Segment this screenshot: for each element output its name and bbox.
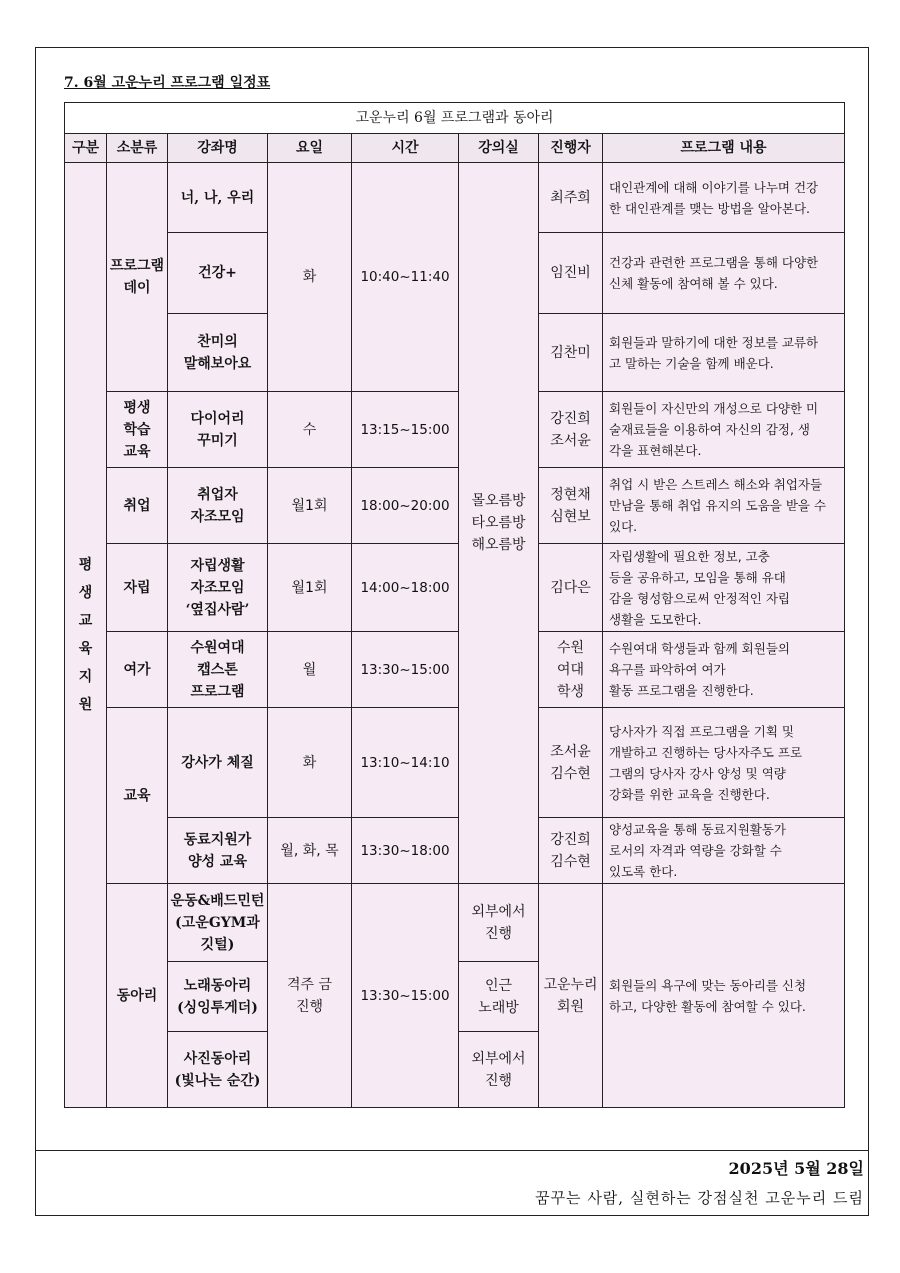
leader-cell: 조서윤 김수현 <box>539 708 603 818</box>
description-cell: 대인관계에 대해 이야기를 나누며 건강 한 대인관계를 맺는 방법을 알아본다. <box>603 163 845 233</box>
table-row <box>65 708 845 818</box>
description-cell: 수원여대 학생들과 함께 회원들의 욕구를 파악하여 여가 활동 프로그램을 진행한다. <box>603 632 845 708</box>
time-cell: 13:30~15:00 <box>352 884 459 1108</box>
header-subcategory: 소분류 <box>107 134 168 163</box>
course-name: 수원여대 캡스톤 프로그램 <box>168 632 268 708</box>
leader-cell: 김찬미 <box>539 314 603 392</box>
course-name: 사진동아리 (빛나는 순간) <box>168 1032 268 1108</box>
table-row <box>65 163 845 233</box>
header-day: 요일 <box>268 134 352 163</box>
course-name: 취업자 자조모임 <box>168 468 268 544</box>
leader-cell: 김다은 <box>539 544 603 632</box>
room-cell: 외부에서 진행 <box>459 1032 539 1108</box>
day-cell: 격주 금 진행 <box>268 884 352 1108</box>
day-cell: 화 <box>268 163 352 392</box>
course-name: 강사가 체질 <box>168 708 268 818</box>
header-time: 시간 <box>352 134 459 163</box>
table-row <box>65 392 845 468</box>
course-name: 노래동아리 (싱잉투게더) <box>168 962 268 1032</box>
table-row <box>65 884 845 962</box>
issue-date: 2025년 5월 28일 <box>728 1159 864 1178</box>
room-cell: 인근 노래방 <box>459 962 539 1032</box>
subcategory-club: 동아리 <box>107 884 168 1108</box>
section-label-char: 평 <box>78 557 93 573</box>
table-row <box>65 818 845 884</box>
leader-cell: 임진비 <box>539 233 603 314</box>
course-name: 자립생활 자조모임 ‘옆집사람’ <box>168 544 268 632</box>
course-name: 운동&배드민턴 (고운GYM과 깃털) <box>168 884 268 962</box>
day-cell: 월1회 <box>268 544 352 632</box>
description-cell: 회원들과 말하기에 대한 정보를 교류하 고 말하는 기술을 함께 배운다. <box>603 314 845 392</box>
description-cell: 취업 시 받은 스트레스 해소와 취업자들 만남을 통해 취업 유지의 도움을 받을 수 있다. <box>603 468 845 544</box>
time-cell: 18:00~20:00 <box>352 468 459 544</box>
leader-cell: 수원 여대 학생 <box>539 632 603 708</box>
table-row <box>65 468 845 544</box>
time-cell: 10:40~11:40 <box>352 163 459 392</box>
room-cell: 외부에서 진행 <box>459 884 539 962</box>
leader-cell: 고운누리 회원 <box>539 884 603 1108</box>
time-cell: 13:30~18:00 <box>352 818 459 884</box>
leader-cell: 정현채 심현보 <box>539 468 603 544</box>
time-cell: 13:10~14:10 <box>352 708 459 818</box>
description-cell: 양성교육을 통해 동료지원활동가 로서의 자격과 역량을 강화할 수 있도록 한다. <box>603 818 845 884</box>
course-name: 건강+ <box>168 233 268 314</box>
course-name: 다이어리 꾸미기 <box>168 392 268 468</box>
subcategory-lifelong: 평생 학습 교육 <box>107 392 168 468</box>
description-cell: 회원들이 자신만의 개성으로 다양한 미 술재료들을 이용하여 자신의 감정, 생 각을 표현해본다. <box>603 392 845 468</box>
course-name: 동료지원가 양성 교육 <box>168 818 268 884</box>
course-name: 찬미의 말해보아요 <box>168 314 268 392</box>
signature-line: 꿈꾸는 사람, 실현하는 강점실천 고운누리 드림 <box>535 1189 864 1207</box>
header-leader: 진행자 <box>539 134 603 163</box>
header-course: 강좌명 <box>168 134 268 163</box>
table-row <box>65 632 845 708</box>
footer-divider <box>35 1150 869 1151</box>
subcategory-independence: 자립 <box>107 544 168 632</box>
day-cell: 월, 화, 목 <box>268 818 352 884</box>
section-label-char: 원 <box>78 697 93 713</box>
description-cell: 자립생활에 필요한 정보, 고충 등을 공유하고, 모임을 통해 유대 감을 형성함으로써 안정적인 자립 생활을 도모한다. <box>603 544 845 632</box>
header-description: 프로그램 내용 <box>603 134 845 163</box>
schedule-table <box>64 102 845 1108</box>
time-cell: 14:00~18:00 <box>352 544 459 632</box>
day-cell: 월 <box>268 632 352 708</box>
section-label-char: 지 <box>78 669 93 685</box>
description-cell: 건강과 관련한 프로그램을 통해 다양한 신체 활동에 참여해 볼 수 있다. <box>603 233 845 314</box>
room-cell: 몰오름방 타오름방 해오름방 <box>459 163 539 884</box>
table-title: 고운누리 6월 프로그램과 동아리 <box>65 103 845 134</box>
time-cell: 13:15~15:00 <box>352 392 459 468</box>
subcategory-program-day: 프로그램 데이 <box>107 163 168 392</box>
time-cell: 13:30~15:00 <box>352 632 459 708</box>
section-heading: 7. 6월 고운누리 프로그램 일정표 <box>64 75 271 91</box>
leader-cell: 최주희 <box>539 163 603 233</box>
subcategory-leisure: 여가 <box>107 632 168 708</box>
description-cell: 회원들의 욕구에 맞는 동아리를 신청 하고, 다양한 활동에 참여할 수 있다. <box>603 884 845 1108</box>
subcategory-education: 교육 <box>107 708 168 884</box>
section-label-char: 생 <box>78 585 93 601</box>
table-row <box>65 544 845 632</box>
day-cell: 수 <box>268 392 352 468</box>
header-room: 강의실 <box>459 134 539 163</box>
day-cell: 월1회 <box>268 468 352 544</box>
description-cell: 당사자가 직접 프로그램을 기획 및 개발하고 진행하는 당사자주도 프로 그램의 당사자 강사 양성 및 역량 강화를 위한 교육을 진행한다. <box>603 708 845 818</box>
leader-cell: 강진희 조서윤 <box>539 392 603 468</box>
header-category: 구분 <box>65 134 107 163</box>
subcategory-employment: 취업 <box>107 468 168 544</box>
leader-cell: 강진희 김수현 <box>539 818 603 884</box>
day-cell: 화 <box>268 708 352 818</box>
section-label-cell <box>65 163 107 1108</box>
section-label-char: 교 <box>78 613 93 629</box>
section-label-char: 육 <box>78 641 93 657</box>
course-name: 너, 나, 우리 <box>168 163 268 233</box>
